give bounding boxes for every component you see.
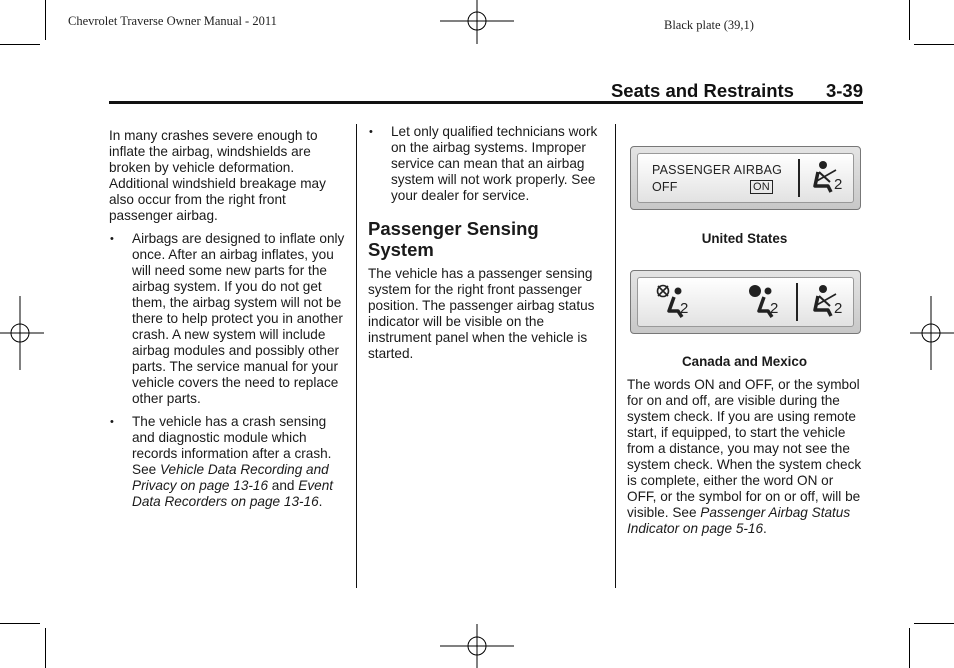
plate-label: Black plate (39,1) xyxy=(664,18,754,32)
registration-mark-top xyxy=(440,0,514,44)
seat-number: 2 xyxy=(680,300,689,317)
column-divider xyxy=(615,124,616,588)
bullet-text: The vehicle has a crash sensing and diagnostic module which records information after a crash. See Vehicle Data Recording and Privacy on page 13-16 and Event Data Recorders on page 13-16. xyxy=(132,414,334,509)
us-indicator-panel xyxy=(630,146,861,210)
section-title: Seats and Restraints xyxy=(610,80,794,101)
seat-number: 2 xyxy=(834,176,843,193)
section-heading: Passenger Sensing System xyxy=(368,218,539,260)
section-header xyxy=(611,80,863,102)
body-paragraph: The words ON and OFF, or the symbol for on and off, are visible during the system check. If you are using remote start, if equipped, to start the vehicle from a distance, you may not see the system check. When the system check is complete, either the word ON or OFF, or the symbol for on or off, will be visible. See Passenger Airbag Status Indicator on page 5-16. xyxy=(627,377,862,536)
bullet-text: Airbags are designed to inflate only once. After an airbag inflates, you will need some new parts for the airbag system. If you do not get them, the airbag system will not be there to help protect you in another crash. A new system will include airbag modules and possibly other parts. The service manual for your vehicle covers the need to replace other parts. xyxy=(132,231,345,406)
column-2 xyxy=(368,124,604,369)
passenger-airbag-label: PASSENGER AIRBAG xyxy=(652,163,783,177)
cross-reference: Passenger Airbag Status Indicator on page 5-16 xyxy=(627,505,851,536)
list-item xyxy=(109,414,345,510)
cross-reference: Event Data Recorders on page 13-16 xyxy=(132,478,334,509)
column-3-text xyxy=(627,377,863,544)
list-item xyxy=(109,231,345,407)
cross-reference: Vehicle Data Recording and Privacy on page 13-16 xyxy=(132,462,329,493)
registration-mark-bottom xyxy=(440,624,514,668)
body-paragraph: The vehicle has a passenger sensing system for the right front passenger position. The passenger airbag status indicator will be visible on the instrument panel when the vehicle is started. xyxy=(368,266,595,361)
column-divider xyxy=(356,124,357,588)
bullet-icon: • xyxy=(110,416,114,428)
intro-paragraph: In many crashes severe enough to inflate the airbag, windshields are broken by vehicle deformation. Additional windshield breakage may also occur from the right front passenger airbag. xyxy=(109,128,326,223)
header-rule xyxy=(109,101,863,104)
seat-number: 2 xyxy=(834,300,843,317)
canada-caption: Canada and Mexico xyxy=(681,354,807,369)
page-number: 3-39 xyxy=(825,80,863,101)
registration-mark-right xyxy=(910,296,954,370)
canada-indicator-panel xyxy=(630,270,861,334)
bullet-text: Let only qualified technicians work on the airbag systems. Improper service can mean that an airbag system will not work properly. See your dealer for service. xyxy=(391,124,598,203)
bullet-icon: • xyxy=(110,233,114,245)
us-caption: United States xyxy=(701,231,788,246)
list-item xyxy=(368,124,604,204)
column-1 xyxy=(109,128,345,517)
seat-number: 2 xyxy=(770,300,779,317)
bullet-icon: • xyxy=(369,126,373,138)
manual-title: Chevrolet Traverse Owner Manual - 2011 xyxy=(68,14,277,28)
off-label: OFF xyxy=(652,180,678,194)
on-label: ON xyxy=(750,180,773,194)
registration-mark-left xyxy=(0,296,44,370)
